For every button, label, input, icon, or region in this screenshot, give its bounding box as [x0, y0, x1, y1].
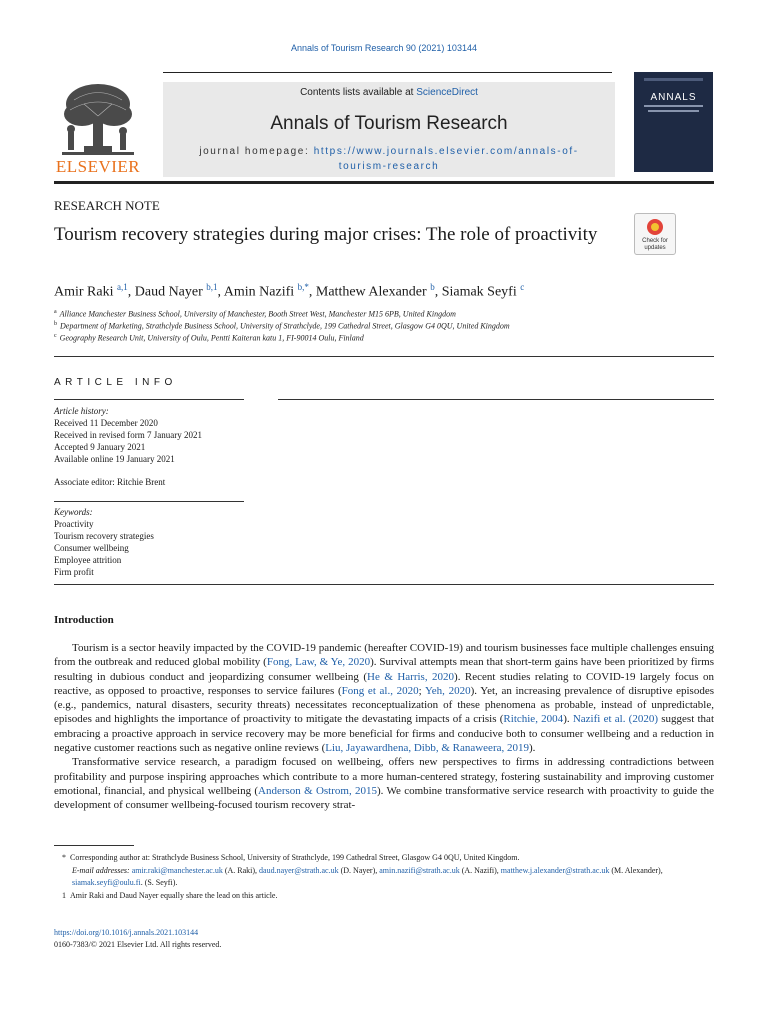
footnote-marker: 1 — [62, 890, 70, 900]
asterisk-marker: * — [62, 853, 70, 862]
publisher-name: ELSEVIER — [55, 157, 141, 176]
body-text-segment: ). We combine transformative service research with proactivity to guide the development of consumer wellbeing-focused tourism recovery strat- — [54, 784, 714, 812]
affiliation-b: $^b$ Department of Marketing, Strathclyde Business School, University of Strathclyde, 199 Cathedral Street, Glasgow G4 0QU, United Kingdom — [54, 321, 510, 331]
keyword: Employee attrition — [54, 555, 122, 565]
copyright: 0160-7383/© 2021 Elsevier Ltd. All rights reserved. — [54, 940, 222, 949]
paragraph — [54, 641, 714, 755]
author-name: Siamak Seyfi — [441, 284, 517, 300]
article-title: Tourism recovery strategies during major crises: The role of proactivity — [54, 224, 598, 245]
body-text-segment: Transformative service research, a paradigm focused on wellbeing, offers new perspectives to firms in addressing contradictions between profitability and purpose inspiring approaches which contribute to a more human-centered strategy, fostering sustainability and improving customer emotional, financial, and physical wellbeing ( — [54, 756, 714, 797]
citation-link[interactable]: Yeh, 2020 — [424, 684, 471, 697]
divider — [54, 584, 714, 585]
running-head: Annals of Tourism Research 90 (2021) 103144 — [291, 43, 477, 53]
author-affiliation-link[interactable]: b,* — [297, 282, 309, 292]
check-updates-icon — [647, 219, 663, 235]
body-text-segment: ). — [529, 742, 536, 755]
homepage-url-2[interactable]: tourism-research — [338, 161, 440, 172]
body-text-segment: ). — [563, 713, 573, 726]
email-owner: (M. Alexander), — [609, 865, 663, 875]
author-affiliation-link[interactable]: a,1 — [117, 282, 128, 292]
citation-link[interactable]: Nazifi et al. (2020) — [572, 713, 659, 726]
email-link[interactable]: amir.raki@manchester.ac.uk — [131, 865, 223, 875]
check-for-updates-button[interactable] — [634, 213, 676, 255]
body-text-segment: ; — [418, 684, 425, 697]
author-affiliation-link[interactable]: b,1 — [206, 282, 218, 292]
body-text-segment: suggest that embracing a proactive approach in service recovery may be more beneficial for firms and conducive both to consumer wellbeing and a reduction in negative customer reactions such as negative online reviews ( — [54, 713, 714, 755]
affiliation-a: $^a$ Alliance Manchester Business School, University of Manchester, Booth Street West, Manchester M15 6PB, United Kingdom — [54, 309, 456, 319]
keywords — [54, 506, 244, 578]
divider — [54, 399, 244, 400]
paragraph — [54, 755, 714, 812]
affiliation-c: $^c$ Geography Research Unit, University of Oulu, Pentti Kaiteran katu 1, FI-90014 Oulu, Finland — [54, 333, 364, 343]
article-info-heading: ARTICLE INFO — [54, 377, 177, 388]
article-history — [54, 405, 244, 465]
corresponding-footnote: * Corresponding author at: Strathclyde Business School, University of Strathclyde, 199 Cathedral Street, Glasgow G4 0QU, United Kingdom. — [62, 853, 520, 862]
body-text — [54, 641, 714, 813]
footnotes — [54, 852, 714, 902]
email-label: E-mail addresses: — [72, 865, 130, 875]
body-text-segment: ). Survival attempts mean that short-term gains have been prioritized by firms resulting in dubious conduct and jeopardizing consumer wellbeing ( — [54, 656, 715, 683]
article-footer — [54, 927, 714, 951]
keyword: Firm profit — [54, 567, 94, 577]
journal-name: Annals of Tourism Research — [270, 113, 508, 134]
cover-subtitle-line — [644, 105, 703, 107]
email-owner: . (S. Seyfi). — [140, 878, 178, 887]
citation-link[interactable]: Ritchie, 2004 — [503, 713, 564, 726]
contents-prefix: Contents lists available at — [300, 87, 417, 98]
contents-line — [163, 87, 615, 98]
author-name: Matthew Alexander — [315, 284, 427, 300]
citation-link[interactable]: Liu, Jayawardhena, Dibb, & Ranaweera, 2019 — [325, 742, 529, 755]
author-affiliation-link[interactable]: b — [430, 282, 435, 292]
citation-link[interactable]: He & Harris, 2020 — [367, 670, 455, 683]
doi-link[interactable]: https://doi.org/10.1016/j.annals.2021.103144 — [54, 928, 199, 937]
author-name: Daud Nayer — [134, 284, 203, 300]
author-affiliation-link[interactable]: c — [520, 282, 525, 292]
associate-editor: Associate editor: Ritchie Brent — [54, 477, 166, 487]
email-owner: (A. Nazifi), — [459, 865, 501, 875]
cover-subtitle-line — [648, 110, 699, 112]
citation-link[interactable]: Fong, Law, & Ye, 2020 — [266, 656, 371, 669]
equal-contribution-footnote: 1 Amir Raki and Daud Nayer equally share the lead on this article. — [62, 890, 278, 900]
body-text-segment: Tourism is a sector heavily impacted by the COVID-19 pandemic (hereafter COVID-19) and tourism businesses face multiple challenges ensuing from the outbreak and reduced global mobility ( — [54, 642, 714, 669]
email-owner: (A. Raki), — [222, 865, 260, 875]
homepage-label: journal homepage: — [199, 146, 314, 157]
author-name: Amin Nazifi — [223, 284, 295, 300]
author-name: Amir Raki — [54, 284, 114, 300]
citation-link[interactable]: Fong et al., 2020 — [341, 684, 419, 697]
journal-banner — [163, 82, 615, 177]
author-list: Amir Raki $^{a,1}$, Daud Nayer $^{b,1}$, Amin Nazifi $^{b,*}$, Matthew Alexander $^b$, Siamak Seyfi $^c$ — [54, 282, 525, 300]
keyword: Proactivity — [54, 519, 94, 529]
footnote-rule — [54, 845, 134, 846]
email-link[interactable]: siamak.seyfi@oulu.fi — [72, 878, 141, 887]
keyword: Consumer wellbeing — [54, 543, 129, 553]
cover-title: ANNALS — [650, 92, 697, 103]
header-thick-rule — [54, 181, 714, 184]
history-received: Received 11 December 2020 — [54, 418, 158, 428]
keywords-label: Keywords: — [54, 507, 93, 517]
sciencedirect-link[interactable]: ScienceDirect — [416, 87, 478, 98]
keyword: Tourism recovery strategies — [54, 531, 154, 541]
history-accepted: Accepted 9 January 2021 — [54, 442, 146, 452]
homepage-url-1[interactable]: https://www.journals.elsevier.com/annals-of- — [313, 146, 579, 157]
email-owner: (D. Nayer), — [338, 865, 380, 875]
journal-homepage — [173, 144, 605, 174]
divider — [54, 501, 244, 502]
citation-link[interactable]: Anderson & Ostrom, 2015 — [258, 784, 377, 797]
body-text-segment: ). Recent studies relating to COVID-19 largely focus on reactive, as opposed to proactive, responses to service failures ( — [54, 670, 715, 697]
section-heading-introduction: Introduction — [54, 614, 114, 626]
divider — [54, 356, 714, 357]
history-label: Article history: — [54, 406, 109, 416]
cover-decoration — [644, 78, 703, 81]
email-link[interactable]: amin.nazifi@strath.ac.uk — [379, 865, 460, 875]
header-rule — [163, 72, 612, 73]
email-link[interactable]: matthew.j.alexander@strath.ac.uk — [500, 865, 610, 875]
divider — [278, 399, 714, 400]
body-text-segment: ). Yet, an increasing prevalence of disruptive episodes (e.g., pandemics, natural disasters, security threats) necessitates reconceptualization of these phenomena as probable, instead of unpredictable, episodes and highlights the importance of proactivity to mitigate the devastating impacts of a crisis ( — [54, 684, 714, 726]
journal-cover — [634, 72, 713, 172]
history-online: Available online 19 January 2021 — [54, 454, 175, 464]
history-revised: Received in revised form 7 January 2021 — [54, 430, 202, 440]
email-link[interactable]: daud.nayer@strath.ac.uk — [259, 865, 339, 875]
check-updates-label: Check for updates — [642, 238, 668, 251]
article-type: RESEARCH NOTE — [54, 198, 160, 213]
email-footnote — [54, 865, 714, 890]
